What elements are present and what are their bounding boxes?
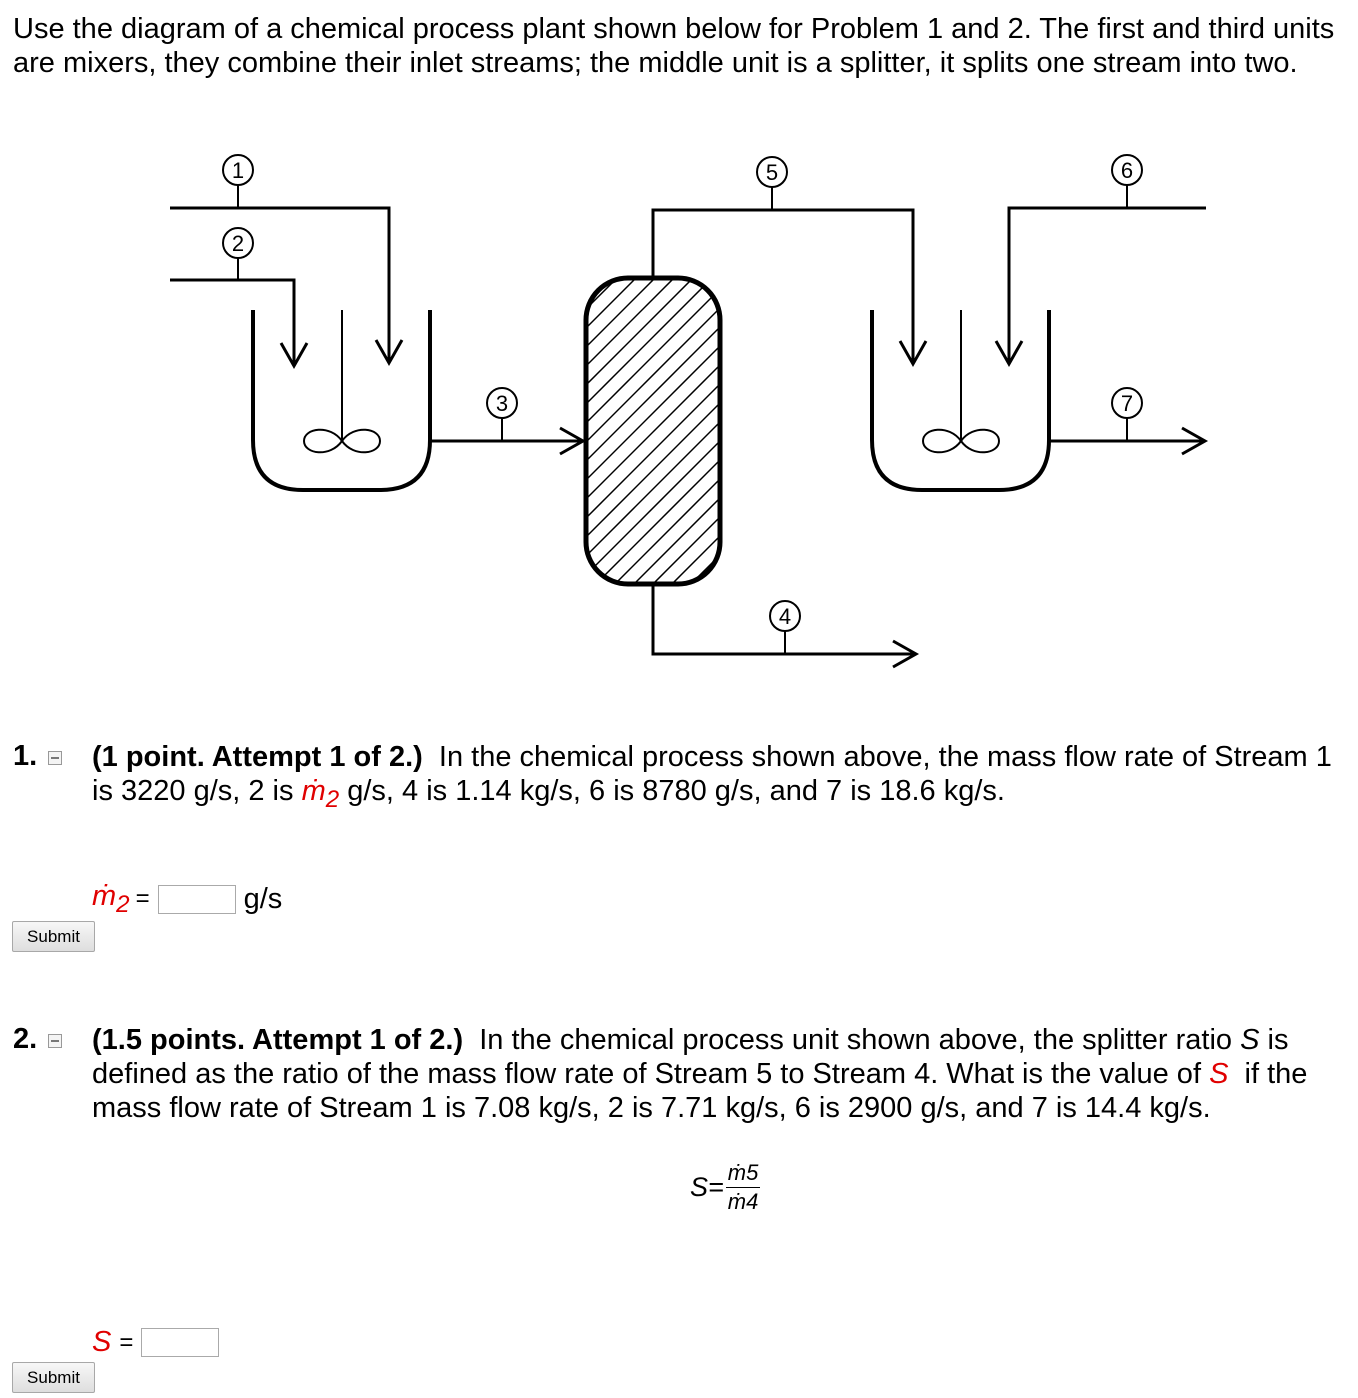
q2-text	[92, 1023, 1354, 1125]
q1-unit: g/s	[243, 882, 283, 915]
q1-text-b: g/s, 4 is 1.14 kg/s, 6 is 8780 g/s, and 7 is 18.6 kg/s.	[347, 775, 1005, 807]
stream-1-line	[170, 208, 389, 362]
stream-label-1	[223, 155, 253, 208]
q1-collapse-icon[interactable]	[48, 751, 62, 765]
q2-text-c: if the mass flow rate of Stream 1 is 7.08 kg/s, 2 is 7.71 kg/s, 6 is 2900 g/s, and 7 is 14.4 kg/s.	[92, 1058, 1308, 1124]
q1-answer-var: ṁ$_2$	[92, 880, 130, 918]
formula-lhs: S=	[690, 1172, 724, 1202]
splitter-hatch-line	[586, 365, 720, 499]
q1-number: 1.	[13, 740, 38, 772]
q2-text-b: is defined as the ratio of the mass flow rate of Stream 5 to Stream 4. What is the value of	[92, 1024, 1289, 1090]
splitter-hatch-line	[586, 327, 720, 461]
q2-equals: =	[119, 1328, 134, 1356]
stream-6-line	[1009, 208, 1206, 362]
q2-number: 2.	[13, 1023, 38, 1055]
splitter-hatch-line	[586, 346, 720, 480]
q1-answer-input[interactable]	[158, 885, 236, 914]
stream-label-6	[1112, 155, 1142, 208]
formula-fraction	[726, 1160, 761, 1215]
q1-var: ṁ$_2$	[301, 775, 340, 813]
svg-text:5: 5	[765, 160, 779, 185]
stream-label-3	[487, 388, 517, 441]
q2-answer-var: S	[92, 1326, 112, 1358]
q2-submit-button[interactable]: Submit	[12, 1362, 95, 1393]
splitter-hatch-line	[586, 270, 720, 404]
stream-label-7	[1112, 388, 1142, 441]
splitter-hatch-line	[586, 403, 720, 537]
problem-intro: Use the diagram of a chemical process plant shown below for Problem 1 and 2. The first and third units are mixers, they combine their inlet streams; the middle unit is a splitter, it splits one stream into two.	[13, 13, 1335, 79]
svg-text:3: 3	[495, 391, 509, 416]
q2-var-s-red: S	[1209, 1058, 1229, 1090]
q2-collapse-icon[interactable]	[48, 1034, 62, 1048]
q2-answer-input[interactable]	[141, 1328, 219, 1357]
formula-numerator: ṁ5	[726, 1160, 761, 1188]
q2-var-s: S	[1240, 1024, 1260, 1056]
q2-answer-row	[92, 1326, 227, 1359]
svg-text:4: 4	[778, 604, 792, 629]
splitter-ratio-formula	[690, 1160, 760, 1215]
splitter-hatch-line	[586, 422, 720, 556]
splitter-hatch-line	[586, 441, 720, 575]
svg-text:1: 1	[231, 158, 245, 183]
stream-label-5	[757, 157, 787, 210]
svg-text:6: 6	[1120, 158, 1134, 183]
stream-label-2	[223, 228, 253, 280]
q1-equals: =	[135, 885, 150, 913]
splitter-hatch-line	[586, 460, 720, 594]
splitter-hatch-line	[586, 308, 720, 442]
splitter-hatch-line	[586, 384, 720, 518]
q1-text	[92, 740, 1354, 817]
formula-denominator: ṁ4	[727, 1189, 759, 1214]
mixer-2-agitator	[923, 310, 999, 452]
q2-text-a: In the chemical process unit shown above, the splitter ratio	[479, 1024, 1233, 1056]
svg-text:7: 7	[1120, 391, 1134, 416]
mixer-1-agitator	[304, 310, 380, 452]
q1-answer-row	[92, 880, 282, 919]
stream-2-line	[170, 280, 294, 364]
q1-submit-button[interactable]: Submit	[12, 921, 95, 952]
svg-text:2: 2	[231, 231, 245, 256]
splitter-hatch-line	[586, 289, 720, 423]
stream-label-4	[770, 601, 800, 654]
q2-header: (1.5 points. Attempt 1 of 2.)	[92, 1024, 464, 1056]
q1-header: (1 point. Attempt 1 of 2.)	[92, 741, 423, 773]
q1-text-a: In the chemical process shown above, the mass flow rate of Stream 1 is 3220 g/s, 2 is	[92, 741, 1332, 807]
